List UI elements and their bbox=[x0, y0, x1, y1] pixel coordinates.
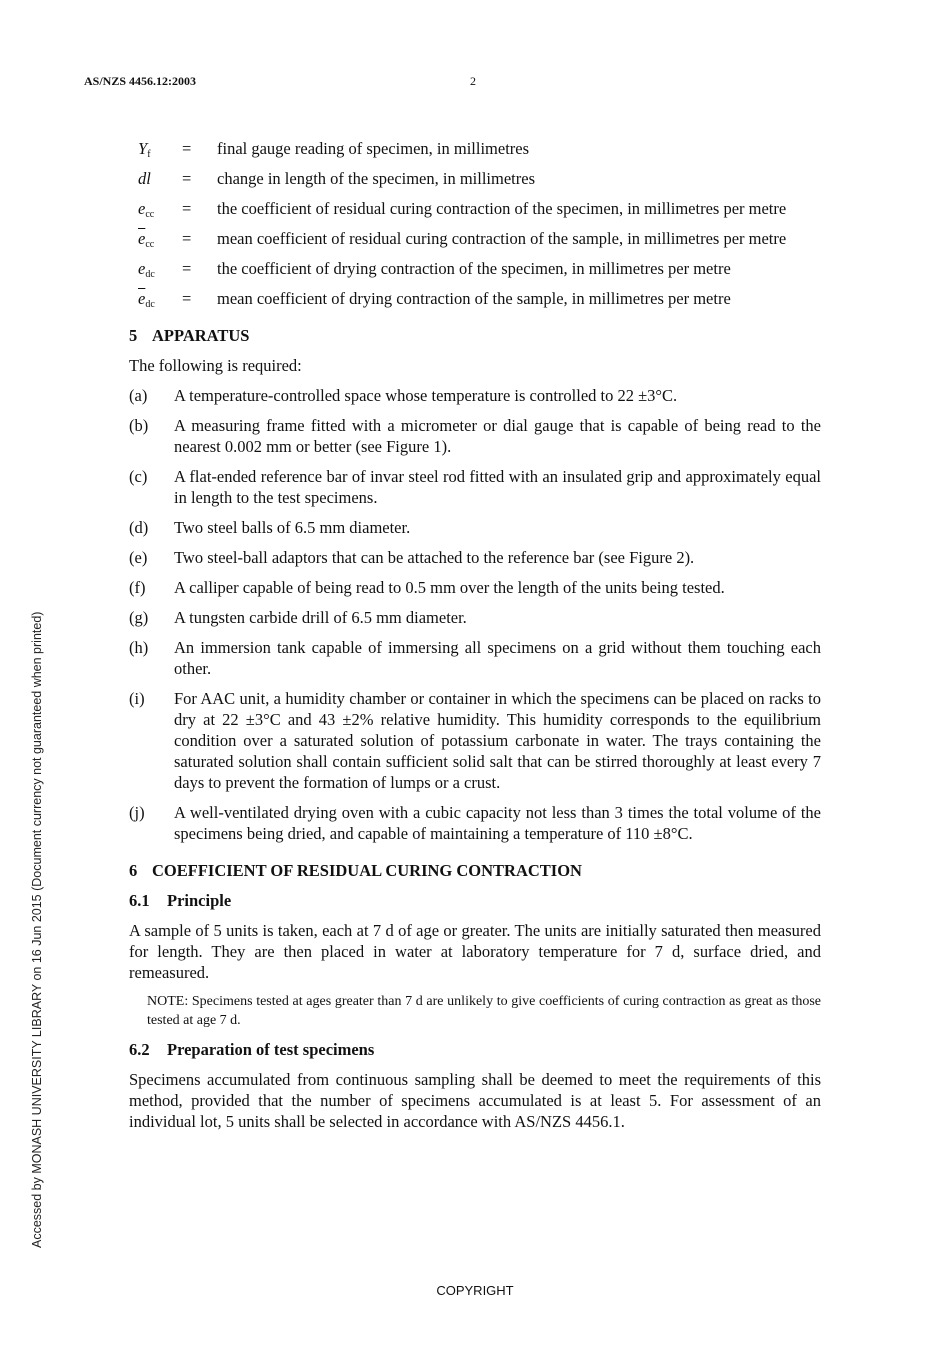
symbol: $e_{dc}$ bbox=[138, 259, 155, 280]
equals-sign: = bbox=[182, 229, 192, 248]
list-item bbox=[129, 466, 821, 508]
item-text: A calliper capable of being read to 0.5 mm over the length of the units being tested. bbox=[174, 578, 725, 597]
item-text: Two steel-ball adaptors that can be attached to the reference bar (see Figure 2). bbox=[174, 548, 695, 567]
item-label: (h) bbox=[129, 638, 149, 657]
item-label: (i) bbox=[129, 689, 145, 708]
item-text: A tungsten carbide drill of 6.5 mm diameter. bbox=[174, 608, 467, 627]
list-item bbox=[129, 385, 821, 406]
item-label: (c) bbox=[129, 467, 148, 486]
symbol: $Y_f$ bbox=[138, 139, 151, 160]
symbol-row bbox=[129, 168, 821, 189]
symbol-row bbox=[129, 258, 821, 279]
symbol: $e_{cc}$ bbox=[138, 199, 155, 220]
symbol-definition: mean coefficient of drying contraction of the sample, in millimetres per metre bbox=[217, 289, 731, 308]
list-item bbox=[129, 577, 821, 598]
list-item bbox=[129, 688, 821, 793]
paragraph: Specimens accumulated from continuous sampling shall be deemed to meet the requirements of this method, provided that the number of specimens accumulated is at least 5. For assessment of an individual lot, 5 units shall be selected in accordance with AS/NZS 4456.1. bbox=[129, 1070, 821, 1131]
subsection-heading: 6.1 Principle bbox=[129, 891, 232, 910]
symbol-row bbox=[129, 228, 821, 249]
paragraph: A sample of 5 units is taken, each at 7 d of age or greater. The units are initially saturated then measured for length. They are then placed in water at laboratory temperature for 7 d, surface dried, and remeasured. bbox=[129, 921, 821, 982]
section-heading: 6 COEFFICIENT OF RESIDUAL CURING CONTRACTION bbox=[129, 861, 582, 880]
equals-sign: = bbox=[182, 139, 192, 158]
equals-sign: = bbox=[182, 169, 192, 188]
symbol-definition: the coefficient of drying contraction of the specimen, in millimetres per metre bbox=[217, 259, 731, 278]
symbol-definition: mean coefficient of residual curing contraction of the sample, in millimetres per metre bbox=[217, 229, 787, 248]
section-heading: 5 APPARATUS bbox=[129, 326, 250, 345]
item-text: An immersion tank capable of immersing all specimens on a grid without them touching each other. bbox=[174, 638, 821, 678]
equals-sign: = bbox=[182, 199, 192, 218]
item-text: A temperature-controlled space whose temperature is controlled to 22 ±3°C. bbox=[174, 386, 678, 405]
list-item bbox=[129, 607, 821, 628]
subsection-heading: 6.2 Preparation of test specimens bbox=[129, 1040, 375, 1059]
section-intro: The following is required: bbox=[129, 356, 302, 375]
symbol-row bbox=[129, 288, 821, 309]
item-label: (a) bbox=[129, 386, 148, 405]
note: NOTE: Specimens tested at ages greater than 7 d are unlikely to give coefficients of curing contraction as great as those tested at age 7 d. bbox=[147, 994, 821, 1028]
symbol-definition: change in length of the specimen, in millimetres bbox=[217, 169, 535, 188]
symbol-definition: final gauge reading of specimen, in millimetres bbox=[217, 139, 530, 158]
symbol-definition: the coefficient of residual curing contraction of the specimen, in millimetres per metre bbox=[217, 199, 787, 218]
item-text: Two steel balls of 6.5 mm diameter. bbox=[174, 518, 411, 537]
item-text: A flat-ended reference bar of invar steel rod fitted with an insulated grip and approximately equal in length to the test specimens. bbox=[174, 467, 821, 507]
item-label: (d) bbox=[129, 518, 149, 537]
item-text: A measuring frame fitted with a micrometer or dial gauge that is capable of being read to the nearest 0.002 mm or better (see Figure 1). bbox=[174, 416, 821, 456]
item-label: (b) bbox=[129, 416, 149, 435]
symbol-row bbox=[129, 198, 821, 219]
document-id: AS/NZS 4456.12:2003 bbox=[84, 74, 197, 88]
page-number: 2 bbox=[470, 74, 476, 88]
item-text: For AAC unit, a humidity chamber or container in which the specimens can be placed on racks to dry at 22 ±3°C and 43 ±2% relative humidity. This humidity corresponds to the equilibrium condition over a saturated solution of potassium carbonate in water. The trays containing the saturated solution shall contain sufficient solid salt that can be stirred thoroughly at least every 7 days to prevent the formation of lumps or a crust. bbox=[174, 689, 821, 792]
item-label: (f) bbox=[129, 578, 146, 597]
symbol-mean: $\overline{e}_{cc}$ bbox=[138, 229, 155, 250]
symbol: dl bbox=[138, 169, 151, 188]
item-label: (j) bbox=[129, 803, 145, 822]
list-item bbox=[129, 517, 821, 538]
list-item bbox=[129, 415, 821, 457]
list-item bbox=[129, 547, 821, 568]
item-label: (g) bbox=[129, 608, 149, 627]
list-item bbox=[129, 637, 821, 679]
symbol-mean: $\overline{e}_{dc}$ bbox=[138, 289, 155, 310]
item-text: A well-ventilated drying oven with a cubic capacity not less than 3 times the total volume of the specimens being dried, and capable of maintaining a temperature of 110 ±8°C. bbox=[174, 803, 821, 843]
list-item bbox=[129, 802, 821, 844]
page-body bbox=[129, 138, 821, 1141]
access-watermark: Accessed by MONASH UNIVERSITY LIBRARY on 16 Jun 2015 (Document currency not guaranteed when printed) bbox=[30, 611, 44, 1248]
equals-sign: = bbox=[182, 289, 192, 308]
item-label: (e) bbox=[129, 548, 148, 567]
equals-sign: = bbox=[182, 259, 192, 278]
symbol-row bbox=[129, 138, 821, 159]
copyright-footer: COPYRIGHT bbox=[436, 1283, 514, 1298]
